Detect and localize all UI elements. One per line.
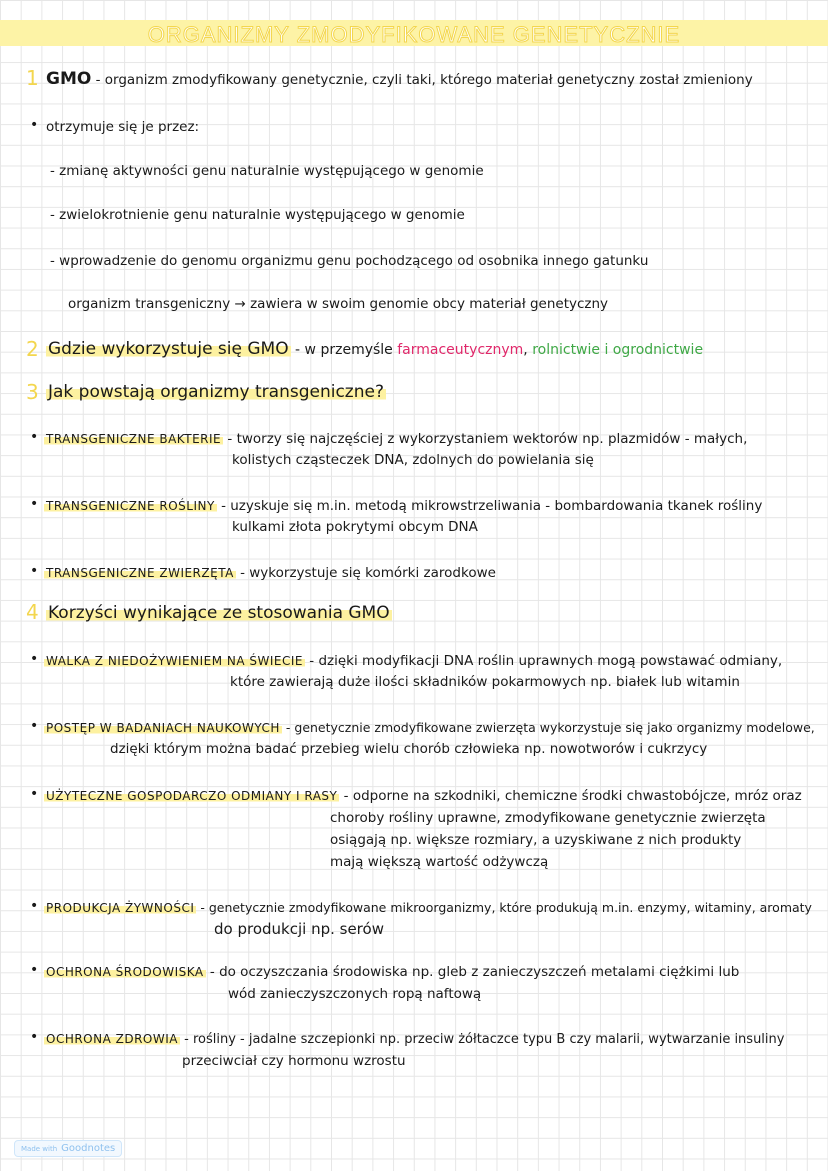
- section-4-heading-line: [46, 604, 392, 623]
- plants-term: TRANSGENICZNE ROŚLINY: [46, 499, 215, 513]
- method-3: - wprowadzenie do genomu organizmu genu pochodzącego od osobnika innego gatunku: [50, 253, 649, 269]
- gmo-definition-text: - organizm zmodyfikowany genetycznie, czyli taki, którego materiał genetyczny został zmieniony: [91, 72, 753, 88]
- notes-page: ORGANIZMY ZMODYFIKOWANE GENETYCZNIE 1 GMO - organizm zmodyfikowany genetycznie, czyli taki, którego materiał genetyczny został zmieniony • otrzymuje się je przez: - zmianę aktywności genu naturalnie występującego w genomie - zwielokrotnienie genu naturalnie występującego w genomie - wprowadzenie do genomu organizmu genu pochodzącego od osobnika innego gatunku organizm transgeniczny → zawiera w swoim genomie obcy materiał genetyczny 2 Gdzie wykorzystuje się GMO - w przemyśle farmaceutycznym, rolnictwie i ogrodnictwie 3 Jak powstają organizmy transgeniczne? • TRANSGENICZNE BAKTERIE - tworzy się najczęściej z wykorzystaniem wektorów np. plazmidów - małych, kolistych cząsteczek DNA, zdolnych do powielania się • TRANSGENICZNE ROŚLINY - uzyskuje się m.in. metodą mikrowstrzeliwania - bombardowania tkanek rośliny kulkami złota pokrytymi obcym DNA • TRANSGENICZNE ZWIERZĘTA - wykorzystuje się komórki zarodkowe 4 Korzyści wynikające ze stosowania GMO • WALKA Z NIEDOŻYWIENIEM NA ŚWIECIE - dzięki modyfikacji DNA roślin uprawnych mogą powstawać odmiany, które zawierają duże ilości składników pokarmowych np. białek lub witamin • POSTĘP W BADANIACH NAUKOWYCH - genetycznie zmodyfikowane zwierzęta wykorzystuje się jako organizmy modelowe, dzięki którym można badać przebieg wielu chorób człowieka np. nowotworów i cukrzycy • UŻYTECZNE GOSPODARCZO ODMIANY I RASY - odporne na szkodniki, chemiczne środki chwastobójcze, mróz oraz choroby rośliny uprawne, zmodyfikowane genetycznie zwierzęta osiągają np. większe rozmiary, a uzyskiwane z nich produkty mają większą wartość odżywczą • PRODUKCJA ŻYWNOŚCI - genetycznie zmodyfikowane mikroorganizmy, które produkują m.in. enzymy, witaminy, aromaty do produkcji np. serów • OCHRONA ŚRODOWISKA - do oczyszczania środowiska np. gleb z zanieczyszczeń metalami ciężkimi lub wód zanieczyszczonych ropą naftową • OCHRONA ZDROWIA - rośliny - jadalne szczepionki np. przeciw żółtaczce typu B czy malarii, wytwarzanie insuliny przeciwciał czy hormonu wzrostu Made with Goodnotes: [0, 0, 828, 1171]
- section-2-heading: Gdzie wykorzystuje się GMO: [48, 339, 289, 359]
- section-2-prefix: - w przemyśle: [290, 342, 398, 358]
- method-2: - zwielokrotnienie genu naturalnie występującego w genomie: [50, 207, 465, 223]
- benefit-research: POSTĘP W BADANIACH NAUKOWYCH - genetycznie zmodyfikowane zwierzęta wykorzystuje się jako organizmy modelowe,: [46, 720, 815, 735]
- section-2-heading-line: Gdzie wykorzystuje się GMO - w przemyśle farmaceutycznym, rolnictwie i ogrodnictwie: [48, 339, 704, 359]
- section-number-1: 1: [26, 66, 39, 90]
- bacteria-term: TRANSGENICZNE BAKTERIE: [46, 432, 222, 446]
- section-number-4: 4: [26, 600, 39, 624]
- section-number-3: 3: [26, 380, 39, 404]
- section-number-2: 2: [26, 337, 39, 361]
- transgenic-plants: TRANSGENICZNE ROŚLINY - uzyskuje się m.in. metodą mikrowstrzeliwania - bombardowania tkanek rośliny: [46, 498, 763, 514]
- method-1: - zmianę aktywności genu naturalnie występującego w genomie: [50, 163, 484, 179]
- agriculture: rolnictwie i ogrodnictwie: [532, 342, 704, 358]
- transgenic-animals: TRANSGENICZNE ZWIERZĘTA - wykorzystuje się komórki zarodkowe: [46, 565, 496, 581]
- section-3-heading: Jak powstają organizmy transgeniczne?: [48, 382, 384, 402]
- obtained-by: otrzymuje się je przez:: [46, 119, 200, 135]
- page-title: ORGANIZMY ZMODYFIKOWANE GENETYCZNIE: [147, 22, 681, 47]
- section-3-heading-line: [46, 383, 386, 402]
- goodnotes-watermark: Made with Goodnotes: [14, 1140, 122, 1157]
- benefit-breeds: UŻYTECZNE GOSPODARCZO ODMIANY I RASY - odporne na szkodniki, chemiczne środki chwastobójcze, mróz oraz: [46, 788, 802, 804]
- gmo-term: GMO: [46, 69, 92, 89]
- benefit-food: PRODUKCJA ŻYWNOŚCI - genetycznie zmodyfikowane mikroorganizmy, które produkują m.in. enzymy, witaminy, aromaty: [46, 900, 812, 915]
- pharma-industry: farmaceutycznym: [397, 342, 524, 358]
- transgenic-bacteria: TRANSGENICZNE BAKTERIE - tworzy się najczęściej z wykorzystaniem wektorów np. plazmidów - małych,: [46, 431, 748, 447]
- animals-term: TRANSGENICZNE ZWIERZĘTA: [46, 566, 234, 580]
- benefit-environment: OCHRONA ŚRODOWISKA - do oczyszczania środowiska np. gleb z zanieczyszczeń metalami ciężkimi lub: [46, 964, 740, 980]
- bullet: •: [30, 117, 39, 133]
- section-4-heading: Korzyści wynikające ze stosowania GMO: [48, 603, 390, 623]
- gmo-definition: [46, 70, 753, 89]
- transgenic-definition: organizm transgeniczny → zawiera w swoim genomie obcy materiał genetyczny: [68, 296, 609, 312]
- benefit-malnutrition: WALKA Z NIEDOŻYWIENIEM NA ŚWIECIE - dzięki modyfikacji DNA roślin uprawnych mogą powstawać odmiany,: [46, 653, 783, 669]
- benefit-health: OCHRONA ZDROWIA - rośliny - jadalne szczepionki np. przeciw żółtaczce typu B czy malarii, wytwarzanie insuliny: [46, 1032, 785, 1047]
